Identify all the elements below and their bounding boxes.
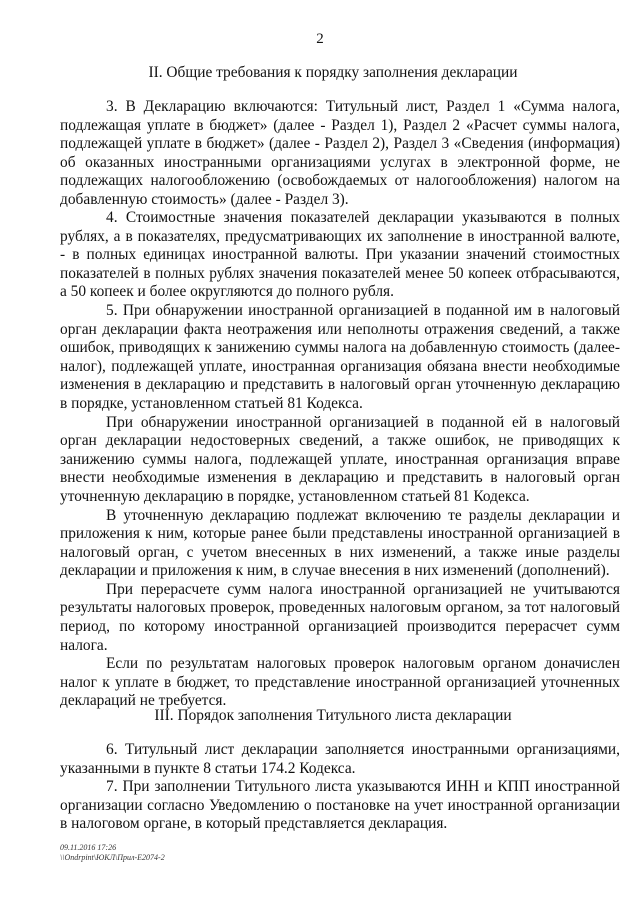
footer-file-path: \\Ondrpint\ЮКЛ\Прил-Е2074-2 <box>60 853 165 862</box>
text-line: подлежащих налогообложению (освобождаемых от налогообложения) налогом на <box>60 172 620 190</box>
paragraph-6 <box>60 741 620 834</box>
text-line: налоговый орган, с учетом внесенных в них изменений, а также иные разделы <box>60 543 620 561</box>
text-line: ошибок, приводящих к занижению суммы налога на добавленную стоимость (далее- <box>60 339 620 357</box>
page-number: 2 <box>316 31 324 47</box>
text-line: добавленную стоимость» (далее - Раздел 3). <box>60 190 349 208</box>
text-line: указанными в пункте 8 статьи 174.2 Кодекса. <box>60 759 356 777</box>
text-line: приложения к ним, которые ранее были представлены иностранной организацией в <box>60 525 620 543</box>
text-line: в порядке, установленном статьей 81 Кодекса. <box>60 394 363 412</box>
text-line: налог к уплате в бюджет, то представление иностранной организацией уточненных <box>60 673 620 691</box>
text-line: При обнаружении иностранной организацией в поданной ей в налоговый <box>106 413 620 431</box>
text-line: занижению суммы налога, подлежащей уплате, иностранная организация вправе <box>60 450 620 468</box>
text-line: внести необходимые изменения в декларацию и представить в налоговый орган <box>60 469 620 487</box>
text-line: показателей в полных рублях значения показателей менее 50 копеек отбрасываются, <box>60 264 620 282</box>
text-line: организации согласно Уведомлению о постановке на учет иностранной организации <box>60 796 620 814</box>
text-line: подлежащая уплате в бюджет» (далее - Раздел 1), Раздел 2 «Расчет суммы налога, <box>60 116 620 134</box>
text-line: 4. Стоимостные значения показателей декларации указываются в полных <box>106 209 620 226</box>
text-line: При перерасчете сумм налога иностранной организацией не учитываются <box>106 580 620 598</box>
paragraph-4 <box>60 209 620 711</box>
text-line: налога. <box>60 636 108 654</box>
text-line: подлежащей уплате в бюджет» (далее - Раздел 2), Раздел 3 «Сведения (информация) <box>60 135 620 153</box>
text-line: об оказанных иностранными организациями услугах в электронной форме, не <box>60 153 620 171</box>
text-line: рублях, а в показателях, предусматривающих их заполнение в иностранной валюте, <box>60 227 620 245</box>
text-line: изменения в декларацию и представить в налоговый орган уточненную декларацию <box>60 376 620 394</box>
text-line: 6. Титульный лист декларации заполняется иностранными организациями, <box>106 741 620 758</box>
text-line: 7. При заполнении Титульного листа указываются ИНН и КПП иностранной <box>106 778 620 796</box>
footer-timestamp: 09.11.2016 17:26 <box>60 843 117 852</box>
text-line: - в полных единицах иностранной валюты. При указании значений стоимостных <box>60 246 620 264</box>
section-2-heading: II. Общие требования к порядку заполнения декларации <box>148 64 518 81</box>
text-line: В уточненную декларацию подлежат включению те разделы декларации и <box>106 506 620 524</box>
text-line: результаты налоговых проверок, проведенных налоговым органом, за тот налоговый <box>60 599 620 617</box>
text-line: орган декларации недостоверных сведений, а также ошибок, не приводящих к <box>60 432 620 450</box>
text-line: 5. При обнаружении иностранной организацией в поданной им в налоговый <box>106 301 620 319</box>
text-line: Если по результатам налоговых проверок налоговым органом доначислен <box>106 655 620 673</box>
text-line: уточненную декларацию в порядке, установленном статьей 81 Кодекса. <box>60 487 530 505</box>
text-line: период, по которому иностранной организацией производится перерасчет сумм <box>60 618 620 636</box>
text-line: деклараций не требуется. <box>60 692 227 710</box>
text-line: в налоговом органе, в который представляется декларация. <box>60 815 448 833</box>
section-3-heading: III. Порядок заполнения Титульного листа декларации <box>154 707 512 724</box>
text-line: 3. В Декларацию включаются: Титульный лист, Раздел 1 «Сумма налога, <box>106 98 620 115</box>
text-line: орган декларации факта неотражения или неполноты отражения сведений, а также <box>60 320 620 338</box>
text-line: декларации и приложения к ним, в случае внесения в них изменений (дополнений). <box>60 562 610 580</box>
text-line: налог), подлежащей уплате, иностранная организация обязана внести необходимые <box>60 357 620 375</box>
text-line: а 50 копеек и более округляются до полного рубля. <box>60 283 394 301</box>
footer-stamp <box>60 843 165 863</box>
paragraph-3 <box>60 98 620 210</box>
